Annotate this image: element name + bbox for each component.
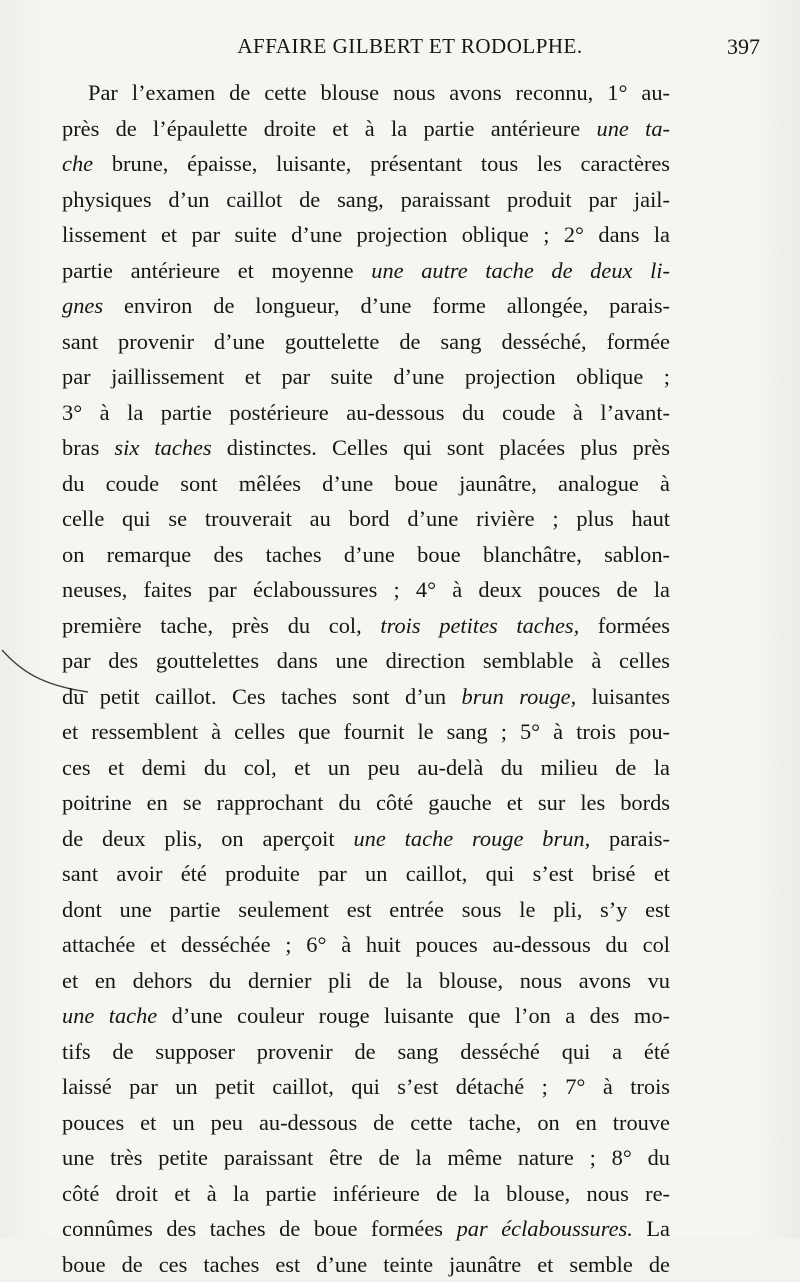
italic-text: brun rouge, [462, 684, 577, 709]
page-number: 397 [727, 34, 760, 60]
text-line [62, 253, 670, 289]
text-line [62, 288, 670, 324]
text-line [62, 785, 670, 821]
text-segment: La [633, 1216, 670, 1241]
text-line [62, 750, 670, 786]
text-line [62, 679, 670, 715]
text-segment: ces et demi du col, et un peu au-delà du milieu de la [62, 755, 670, 780]
text-line [62, 1176, 670, 1212]
text-line [62, 1211, 670, 1247]
page-header [60, 34, 760, 74]
text-line [62, 324, 670, 360]
text-line [62, 430, 670, 466]
text-segment: une très petite paraissant être de la même nature ; 8° du [62, 1145, 670, 1170]
text-segment: de deux plis, on aperçoit [62, 826, 353, 851]
text-segment: physiques d’un caillot de sang, paraissant produit par jail- [62, 187, 670, 212]
text-line [62, 359, 670, 395]
text-line [62, 217, 670, 253]
text-segment: luisantes [576, 684, 670, 709]
text-line [62, 856, 670, 892]
italic-text: une tache rouge brun, [353, 826, 590, 851]
text-segment: on remarque des taches d’une boue blanchâtre, sablon- [62, 542, 670, 567]
text-segment: côté droit et à la partie inférieure de la blouse, nous re- [62, 1181, 670, 1206]
text-segment: boue de ces taches est d’une teinte jaunâtre et semble de [62, 1252, 670, 1277]
text-line [62, 1105, 670, 1141]
text-line [62, 146, 670, 182]
text-segment: sant provenir d’une gouttelette de sang desséché, formée [62, 329, 670, 354]
text-segment: première tache, près du col, [62, 613, 380, 638]
text-line [62, 395, 670, 431]
text-segment: parais- [590, 826, 670, 851]
italic-text: che [62, 151, 93, 176]
text-segment: environ de longueur, d’une forme allongée, parais- [103, 293, 670, 318]
text-line [62, 608, 670, 644]
text-line [62, 501, 670, 537]
italic-text: une tache [62, 1003, 157, 1028]
text-line [62, 714, 670, 750]
text-line [62, 75, 670, 111]
text-segment: et en dehors du dernier pli de la blouse, nous avons vu [62, 968, 670, 993]
text-segment: formées [579, 613, 670, 638]
italic-text: gnes [62, 293, 103, 318]
text-segment: par jaillissement et par suite d’une projection oblique ; [62, 364, 670, 389]
text-segment: Par l’examen de cette blouse nous avons reconnu, 1° au- [88, 80, 670, 105]
text-line [62, 466, 670, 502]
text-segment: poitrine en se rapprochant du côté gauche et sur les bords [62, 790, 670, 815]
text-line [62, 821, 670, 857]
text-segment: dont une partie seulement est entrée sous le pli, s’y est [62, 897, 670, 922]
text-line [62, 537, 670, 573]
text-line [62, 1140, 670, 1176]
text-line [62, 1247, 670, 1282]
text-segment: celle qui se trouverait au bord d’une rivière ; plus haut [62, 506, 670, 531]
text-line [62, 998, 670, 1034]
text-segment: lissement et par suite d’une projection oblique ; 2° dans la [62, 222, 670, 247]
text-line [62, 1069, 670, 1105]
text-line [62, 963, 670, 999]
italic-text: une autre tache de deux li- [371, 258, 670, 283]
text-segment: par des gouttelettes dans une direction semblable à celles [62, 648, 670, 673]
text-segment: laissé par un petit caillot, qui s’est détaché ; 7° à trois [62, 1074, 670, 1099]
text-segment: du coude sont mêlées d’une boue jaunâtre, analogue à [62, 471, 670, 496]
text-segment: tifs de supposer provenir de sang desséché qui a été [62, 1039, 670, 1064]
text-segment: 3° à la partie postérieure au-dessous du coude à l’avant- [62, 400, 670, 425]
text-segment: sant avoir été produite par un caillot, qui s’est brisé et [62, 861, 670, 886]
text-segment: pouces et un peu au-dessous de cette tache, on en trouve [62, 1110, 670, 1135]
running-head: AFFAIRE GILBERT ET RODOLPHE. [60, 34, 760, 59]
text-line [62, 572, 670, 608]
text-segment: partie antérieure et moyenne [62, 258, 371, 283]
text-segment: neuses, faites par éclaboussures ; 4° à deux pouces de la [62, 577, 670, 602]
body-text [62, 75, 670, 1282]
italic-text: une ta- [597, 116, 671, 141]
text-line [62, 1034, 670, 1070]
text-line [62, 643, 670, 679]
text-line [62, 892, 670, 928]
text-segment: attachée et desséchée ; 6° à huit pouces au-dessous du col [62, 932, 670, 957]
italic-text: par éclaboussures. [457, 1216, 633, 1241]
text-line [62, 182, 670, 218]
text-line [62, 111, 670, 147]
italic-text: trois petites taches, [380, 613, 579, 638]
italic-text: six taches [114, 435, 211, 460]
text-segment: connûmes des taches de boue formées [62, 1216, 457, 1241]
text-segment: distinctes. Celles qui sont placées plus près [212, 435, 670, 460]
text-segment: près de l’épaulette droite et à la partie antérieure [62, 116, 597, 141]
text-segment: brune, épaisse, luisante, présentant tous les caractères [93, 151, 670, 176]
text-segment: bras [62, 435, 114, 460]
text-segment: du petit caillot. Ces taches sont d’un [62, 684, 462, 709]
text-segment: d’une couleur rouge luisante que l’on a des mo- [157, 1003, 670, 1028]
text-line [62, 927, 670, 963]
text-segment: et ressemblent à celles que fournit le sang ; 5° à trois pou- [62, 719, 670, 744]
